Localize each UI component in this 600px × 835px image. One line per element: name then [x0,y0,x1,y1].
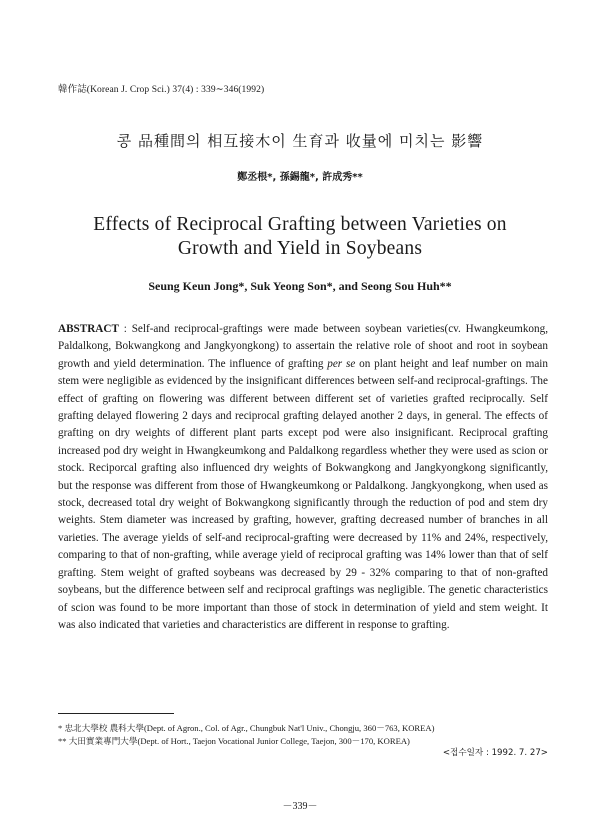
abstract-text-part-2: on plant height and leaf number on main stem were negligible as evidenced by the insignificant differences between self-and reciprocal-graftings. The effect of grafting on flowering was different between different set of varieties grafted reciprocally. Self grafting delayed flowering 2 days and reciprocal grafting delayed another 2 days, in general. The effects of grafting on dry weights of different plant parts except pod were also insignificant. Reciprocal grafting increased pod dry weight in Hwangkeumkong and Paldalkong regardless whether they were used as scion or stock. Reciporcal grafting also influenced dry weights of Bokwangkong and Jangkyongkong significantly, but the response was different from those of Hwangkeumkong or Paldalkong. Jangkyongkong, when used as stock, decreased total dry weight of Bokwangkong significantly through the reduction of pod and stem dry weights. Stem diameter was increased by grafting, however, grafting decreased number of branches in all varieties. The average yields of self-and reciprocal-grafting were decreased by 11% and 24%, respectively, comparing to that of non-grafting, while average yield of reciprocal grafting was 14% lower than that of self grafting. Stem weight of grafted soybeans was decreased by 29 - 32% comparing to that of non-grafted soybeans, but the difference between self and reciprocal graftings was negligible. The genetic characteristics of scion was found to be more important than those of stock in determination of yield and stem weight. It was also indicated that varieties and characteristics are different in response to grafting. [58,357,549,631]
footnote-divider [58,713,174,714]
page-number: －339－ [282,801,318,812]
footnote-affiliation-1: * 忠北大學校 農科大學(Dept. of Agron., Col. of Agr., Chungbuk Nat'l Univ., Chongju, 360－763, KOREA) [58,723,435,733]
abstract-italic-term: per se [327,357,356,370]
korean-title: 콩 品種間의 相互接木이 生育과 收量에 미치는 影響 [116,132,484,150]
english-title [0,213,600,261]
abstract-separator: : [118,323,132,335]
english-title-line-2: Growth and Yield in Soybeans [177,238,423,259]
english-title-line-1: Effects of Reciprocal Grafting between Varieties on [93,214,507,235]
journal-reference: 韓作誌(Korean J. Crop Sci.) 37(4) : 339∼346(1992) [58,85,265,95]
abstract-text-part-1: Self-and reciprocal-graftings were made between soybean varieties(cv. Hwangkeumkong, Paldalkong, Bokwangkong and Jangkyongkong) to assertain the relative role of shoot and root in soybean growth and yield determination. The influence of grafting [58,323,549,370]
korean-authors: 鄭丞根*, 孫錫龍*, 許成秀** [237,172,363,183]
received-date: <접수일자 : 1992. 7. 27> [442,748,548,758]
footnote-affiliation-2: ** 大田實業專門大學(Dept. of Hort., Taejon Vocational Junior College, Taejon, 300－170, KOREA) [58,736,410,746]
abstract-label: ABSTRACT [58,323,119,335]
abstract [58,321,548,634]
english-authors: Seung Keun Jong*, Suk Yeong Son*, and Seong Sou Huh** [148,279,452,293]
